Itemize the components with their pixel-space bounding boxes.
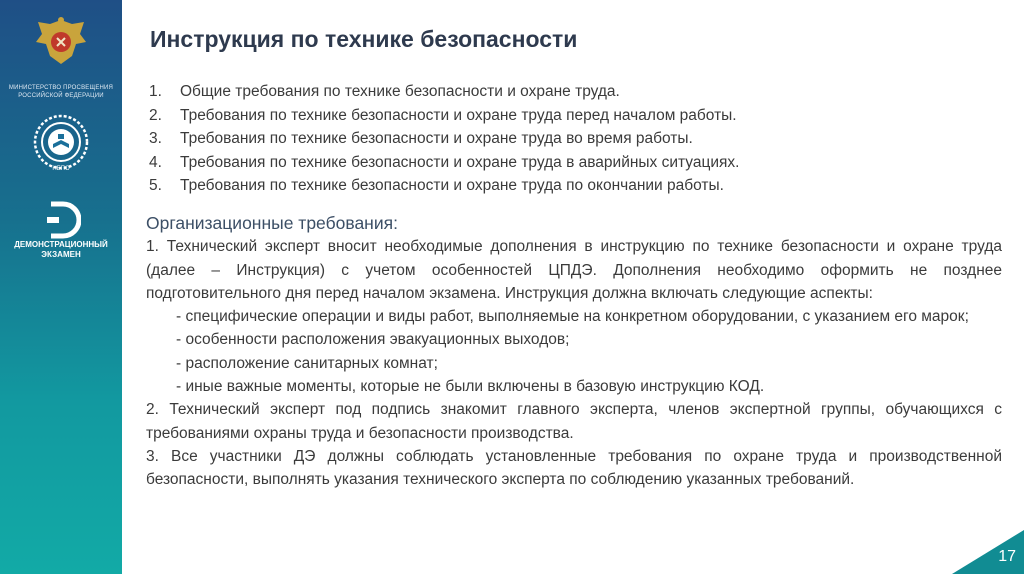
list-item [149, 174, 739, 198]
bullet-item: - специфические операции и виды работ, выполняемые на конкретном оборудовании, с указанием его марок; [176, 308, 969, 326]
list-text: Требования по технике безопасности и охране труда в аварийных ситуациях. [180, 153, 740, 171]
paragraph-1: 1. Технический эксперт вносит необходимые дополнения в инструкцию по технике безопасности и охране труда (далее – Инструкция) с учетом особенностей ЦПДЭ. Дополнения необходимо оформить не позднее подготовительного дня перед началом экзамена. Инструкция должна включать следующие аспекты: [146, 238, 1002, 302]
list-number: 2. [149, 106, 162, 124]
section-list [149, 80, 739, 198]
org-requirements [146, 212, 1002, 492]
bullet-item: - особенности расположения эвакуационных выходов; [176, 331, 570, 349]
page-number: 17 [998, 548, 1016, 565]
demo-exam-caption: ДЕМОНСТРАЦИОННЫЙ ЭКЗАМЕН [14, 240, 108, 259]
section-heading: Организационные требования: [146, 213, 398, 233]
list-text: Общие требования по технике безопасности и охране труда. [180, 83, 620, 100]
bullet-item: - расположение санитарных комнат; [176, 354, 438, 372]
page-title: Инструкция по технике безопасности [150, 26, 578, 52]
list-item [149, 104, 739, 128]
list-item [149, 151, 739, 175]
list-text: Требования по технике безопасности и охране труда по окончании работы. [180, 177, 724, 194]
list-text: Требования по технике безопасности и охране труда во время работы. [180, 130, 693, 147]
ministry-caption: МИНИСТЕРСТВО ПРОСВЕЩЕНИЯ РОССИЙСКОЙ ФЕДЕРАЦИИ [8, 85, 114, 99]
list-number: 3. [149, 130, 162, 147]
list-number: 4. [149, 153, 162, 171]
list-item [149, 80, 739, 104]
demo-exam-logo-icon [41, 200, 81, 240]
bullet-item: - иные важные моменты, которые не были включены в базовую инструкцию КОД. [176, 378, 765, 396]
paragraph-3: 3. Все участники ДЭ должны соблюдать установленные требования по охране труда и производственной безопасности, выполнять указания технического эксперта по соблюдению указанных требований. [146, 447, 1002, 489]
npo-caption: НЕПО [52, 166, 70, 172]
paragraph-2: 2. Технический эксперт под подпись знакомит главного эксперта, членов экспертной группы, обучающихся с требованиями охраны труда и безопасности производства. [146, 401, 1002, 442]
coat-of-arms-icon [32, 14, 90, 70]
list-number: 5. [149, 177, 162, 194]
sidebar [0, 0, 122, 574]
list-item [149, 127, 739, 151]
list-number: 1. [149, 83, 162, 100]
list-text: Требования по технике безопасности и охране труда перед началом работы. [180, 106, 737, 124]
